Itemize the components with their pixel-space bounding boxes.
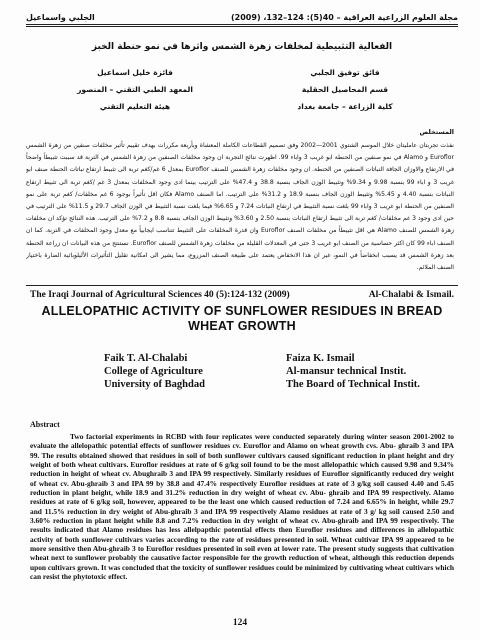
arabic-abstract-label: المستخلص (419, 128, 454, 136)
english-header-authors: Al-Chalabi & Ismail. (368, 290, 454, 300)
arabic-author-2 (60, 64, 210, 115)
arabic-author-2-dept: المعهد الطبي التقني – المنصور (77, 85, 193, 94)
english-author-1-name: Faik T. Al-Chalabi (104, 353, 188, 364)
english-running-header (30, 290, 454, 302)
arabic-author-1 (270, 64, 420, 115)
arabic-author-2-name: فائزة خليل اسماعيل (97, 68, 173, 77)
english-author-2-institute: Al-mansur technical Instit. (286, 366, 407, 377)
arabic-header-authors: الجلبي واسماعيل (26, 13, 95, 22)
arabic-author-1-inst: كلية الزراعة – جامعة بغداد (297, 102, 393, 111)
arabic-abstract: نفذت تجربتان عامليتان خلال الموسم الشتوي 2001—2002 وفق تصميم القطاعات الكاملة المعشاة وبأربعة مكررات بهدف تقييم تأثير مخلفات صنفين من زهرة الشمس Euroflor و Alamo في نمو صنفين من الحنطة ابو غريب 3 واباء 99. اظهرت نتائج التجربة ان وجود مخلفات الصنفين من زهرة الشمس في التربة قد سببت تثبيطاً واضحاً في الارتفاع والاوزان الجافة النباتات الصنفين من الحنطة. ان وجود مخلفات زهرة الشمس للصنف Euroflor بمعدل 6 غم/كغم تربة الى تثبيط ارتفاع نباتات الحنطة صنف ابو غريب 3 و اباء 99 بنسبة 9.98 و 9.34% وتثبيط الوزن الجاف بنسبة 38.8 و 47.4% على الترتيب بينما ادى وجود المخلفات بمعدل 3 غم /كغم تربة الى تثبيط ارتفاع النباتات بنسبة 4.40 و 5.45% وتثبيط الوزن الجاف بنسبة 18.9 و 31.2% على الترتيب. اما الصنف Alamo فكان اقل تأثيراً بوجود 6 غم مخلفات/ كغم تربة على نمو الصنفين من الحنطة ابو غريب 3 واباء 99 بلغت نسبة التثبيط في ارتفاع النباتات 7.24 و 6.65% فيما بلغت نسبة التثبيط في الوزن الجاف 29.7 و 11.5% على الترتيب في حين ادى وجود 3 غم مخلفات/ كغم تربة الى تثبيط ارتفاع النباتات بنسبة 2.50 و 3.60% وتثبيط الوزن الجاف بنسبة 8.8 و 7.2% على الترتيب. هذه النتائج تؤكد ان مخلفات زهرة الشمس للصنف Alamo هي اقل تثبيطاً من مخلفات الصنف Euroflor وان قدرة المخلفات على التثبيط تتناسب ايجابياً مع معدل وجود المخلفات في التربة. كما ان الصنف اباء 99 كان اكثر حساسية من الصنف ابو غريب 3 حتى في المعدلات القليلة من مخلفات زهرة الشمس للصنف Euroflor. نستنتج من هذه البيانات ان زراعة الحنطة بعد زهرة الشمس قد يسبب انخفاضاً في النمو، غير ان هذا الانخفاض يعتمد على طبيعة الصنف المزروع، مما يشير الى امكانية تقليل التأثيرات الأليلوباثية الضارة باختيار الصنف الملائم. (26, 142, 454, 272)
abstract-label: Abstract (30, 420, 60, 429)
arabic-running-header (26, 8, 458, 24)
section-divider (26, 285, 458, 286)
english-author-1-college: College of Agriculture (104, 366, 203, 377)
arabic-authors-block (60, 64, 420, 120)
abstract-text: Two factorial experiments in RCBD with four replicates were conducted separately during winter season 2001-2002 to evaluate the allelopathic potential effects of sunflower residues cv. Euroflor and Alamo on wheat growth cvs. Abu- ghraib 3 and IPA 99. The results obtained showed that residues in soil of both sunflower cultivars caused significant reduction in plant height and dry weight of both wheat cultivars. Euroflor residues at rate of 6 g/kg soil found to be the most allelopathic which caused 9.98 and 9.34% reduction in height of wheat cv. Abughraib 3 and IPA 99 respectively. Similarly residues of Euroflor significantly reduced dry weight of wheat cv. Abu-ghraib 3 and IPA 99 by 38.8 and 47.4% respectively Euroflor residues at rate of 3 g/kg soil caused 4.40 and 5.45 reduction in plant height, while 18.9 and 31.2% reduction in dry weight of wheat cv. Abu- ghraib and IPA 99 respectively. Alamo residues at rate of 6 g/kg soil, however, appeared to be the least one which caused reduction of 7.24 and 6.65% in height, while 29.7 and 11.5% reduction in dry weight of Abu-ghraib 3 and IPA 99 respectively Alamo residues at rate of 3 g/ kg soil caused 2.50 and 3.60% reduction in plant height while 8.8 and 7.2% reduction in dry weight of wheat cv. Abu-ghraib and IPA 99 respectively. The results indicated that Alamo residues has less allelpapthic potential effects then Euroflor residues and differences in allelopathic activity of both sunflower cultivars varies according to the rate of residues presented in soil. Wheat cultivar IPA 99 appeared to be more sensitive then Abu-ghraib 3 to Euroflor residues presented in soil even at lower rate. The present study suggests that cultivation wheat next to sunflower probably the causative factor responsible for the growth reduction of wheat, although this reduction depends upon cultivars grown. It was concluded that the toxicity of sunflower residues could be minimized by cultivating wheat cultivars which can resist the phytotoxic effect. (30, 432, 454, 582)
arabic-author-1-name: فائق توفيق الجلبي (310, 68, 380, 77)
english-header-journal: The Iraqi Journal of Agricultural Sciences 40 (5):124-132 (2009) (30, 290, 290, 300)
arabic-author-1-dept: قسم المحاصيل الحقلية (301, 85, 389, 94)
english-author-1 (104, 352, 205, 391)
header-divider (26, 24, 458, 27)
english-authors-block (30, 352, 454, 404)
english-author-1-university: University of Baghdad (104, 379, 205, 390)
arabic-header-journal: مجلة العلوم الزراعية العراقية – 40(5): 124–132، (2009) (231, 13, 458, 22)
english-title: ALLELOPATHIC ACTIVITY OF SUNFLOWER RESIDUES IN BREAD WHEAT GROWTH (41, 304, 443, 333)
arabic-title: الفعالية التثبيطية لمخلفات زهرة الشمس واثرها في نمو حنطة الخبز (91, 42, 393, 52)
english-author-2-board: The Board of Technical Instit. (286, 379, 420, 390)
english-author-2-name: Faiza K. Ismail (286, 353, 355, 364)
arabic-author-2-inst: هيئة التعليم التقني (99, 102, 171, 111)
page-number: 124 (232, 618, 248, 628)
english-author-2 (286, 352, 420, 391)
